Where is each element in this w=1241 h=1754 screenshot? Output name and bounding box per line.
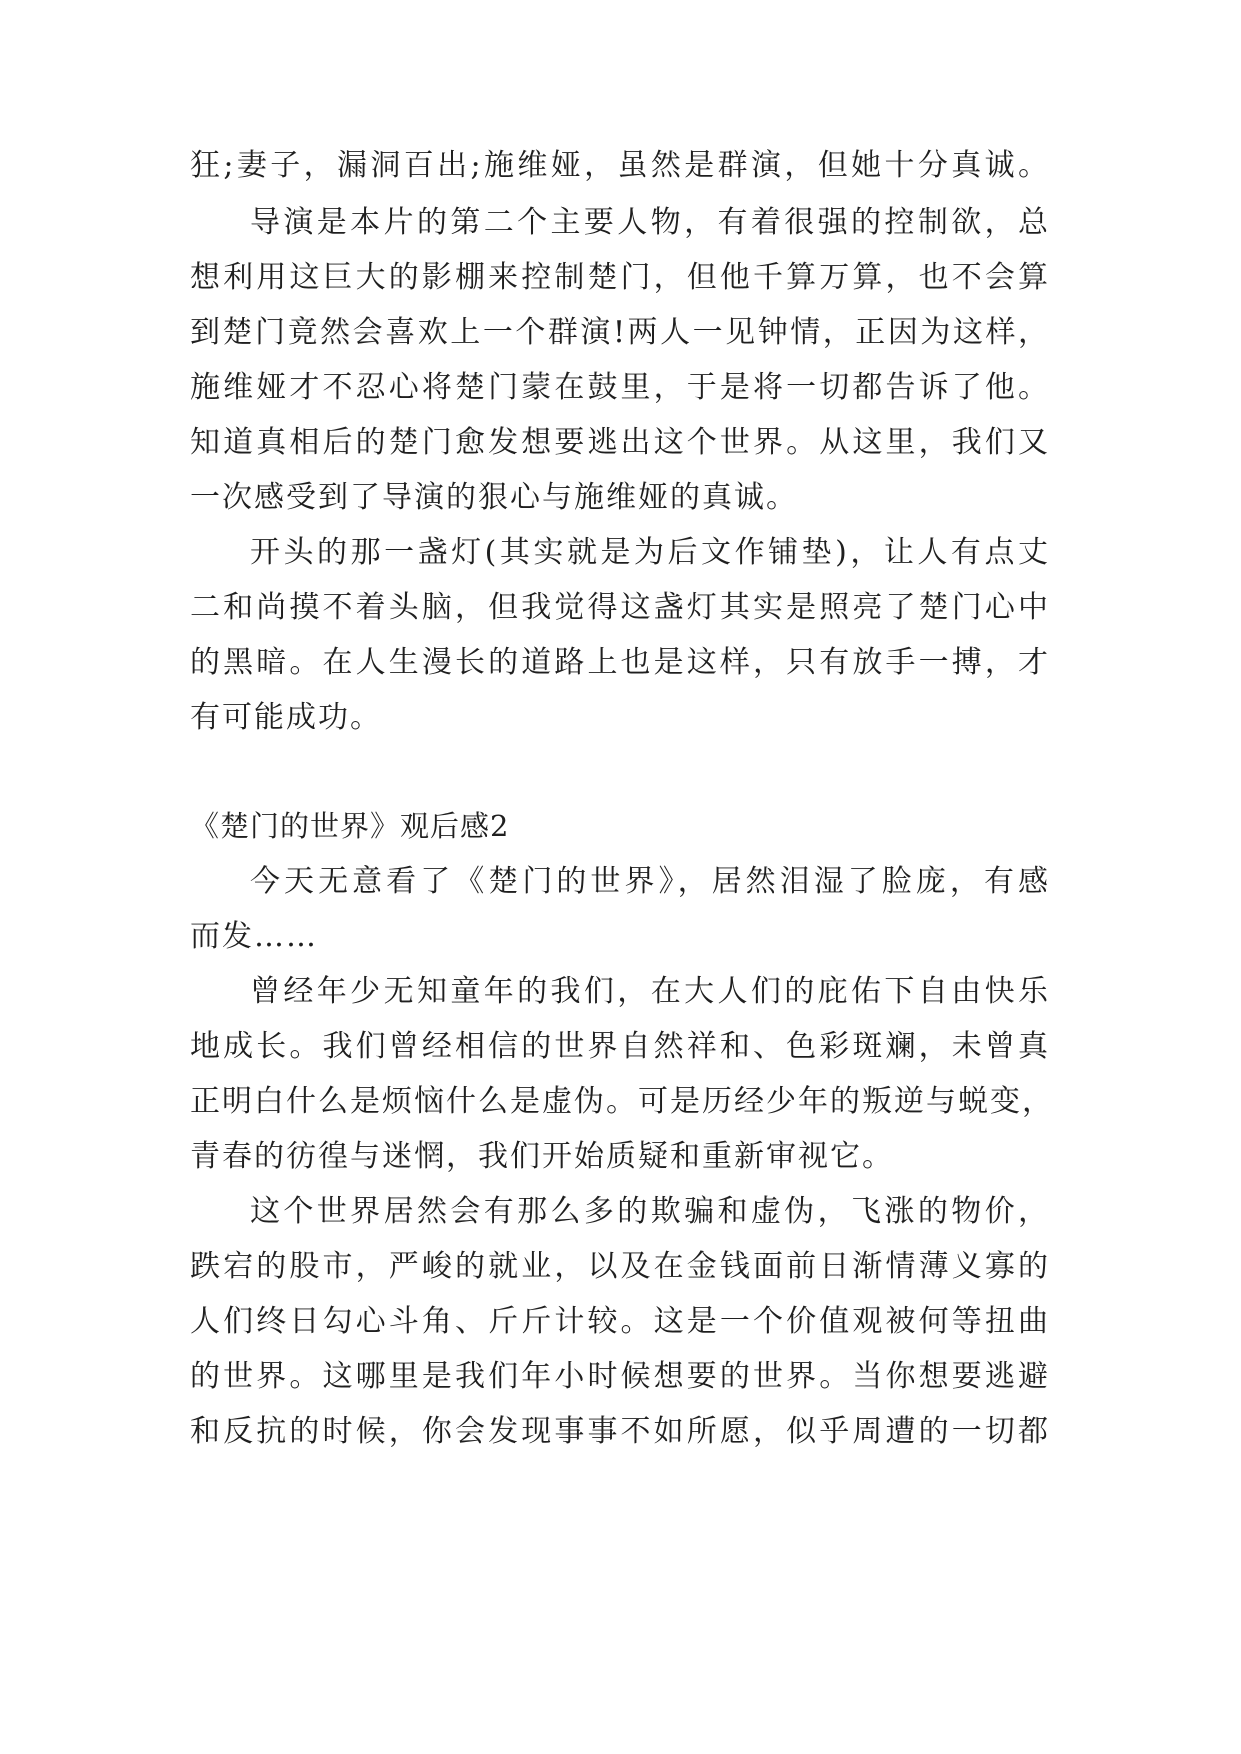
text-line: 今天无意看了《楚门的世界》，居然泪湿了脸庞，有感	[250, 864, 1050, 899]
section-heading: 《楚门的世界》观后感2	[190, 809, 510, 843]
text-line: 狂;妻子，漏洞百出;施维娅，虽然是群演，但她十分真诚。	[190, 148, 1050, 183]
text-line: 跌宕的股市，严峻的就业，以及在金钱面前日渐情薄义寡的	[190, 1249, 1050, 1284]
text-line: 的世界。这哪里是我们年小时候想要的世界。当你想要逃避	[190, 1359, 1050, 1394]
text-line: 知道真相后的楚门愈发想要逃出这个世界。从这里，我们又	[190, 425, 1050, 460]
text-line: 地成长。我们曾经相信的世界自然祥和、色彩斑斓，未曾真	[190, 1029, 1050, 1064]
text-line: 二和尚摸不着头脑，但我觉得这盏灯其实是照亮了楚门心中	[190, 590, 1050, 625]
text-line: 青春的彷徨与迷惘，我们开始质疑和重新审视它。	[190, 1139, 894, 1174]
text-line: 人们终日勾心斗角、斤斤计较。这是一个价值观被何等扭曲	[190, 1304, 1050, 1339]
text-line: 导演是本片的第二个主要人物，有着很强的控制欲，总	[250, 205, 1050, 240]
text-line: 曾经年少无知童年的我们，在大人们的庇佑下自由快乐	[250, 974, 1050, 1009]
text-line: 开头的那一盏灯(其实就是为后文作铺垫)，让人有点丈	[250, 535, 1050, 570]
text-line: 有可能成功。	[190, 700, 382, 735]
text-line: 和反抗的时候，你会发现事事不如所愿，似乎周遭的一切都	[190, 1414, 1050, 1449]
text-line: 到楚门竟然会喜欢上一个群演!两人一见钟情，正因为这样，	[190, 315, 1050, 350]
text-line: 这个世界居然会有那么多的欺骗和虚伪，飞涨的物价，	[250, 1194, 1050, 1229]
text-line: 施维娅才不忍心将楚门蒙在鼓里，于是将一切都告诉了他。	[190, 370, 1050, 405]
text-line: 的黑暗。在人生漫长的道路上也是这样，只有放手一搏，才	[190, 645, 1050, 680]
text-line: 正明白什么是烦恼什么是虚伪。可是历经少年的叛逆与蜕变，	[190, 1084, 1054, 1119]
text-line: 一次感受到了导演的狠心与施维娅的真诚。	[190, 480, 798, 515]
text-line: 想利用这巨大的影棚来控制楚门，但他千算万算，也不会算	[190, 260, 1050, 295]
text-line: 而发……	[190, 919, 318, 954]
